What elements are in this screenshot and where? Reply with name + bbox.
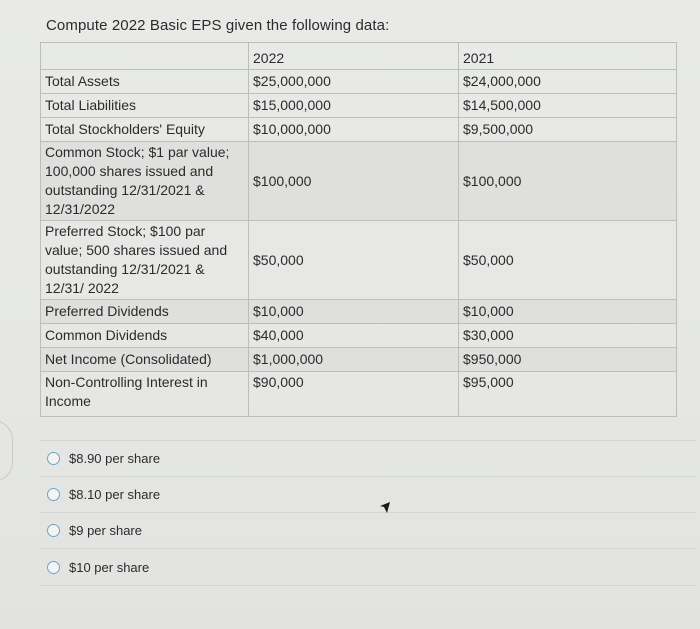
row-value-2022: $100,000 <box>249 142 459 221</box>
answer-options <box>40 440 696 586</box>
row-value-2022: $1,000,000 <box>249 348 459 372</box>
row-value-2021: $24,000,000 <box>459 70 677 94</box>
answer-option-4[interactable] <box>40 548 696 586</box>
option-label: $9 per share <box>69 523 142 538</box>
row-value-2021: $14,500,000 <box>459 94 677 118</box>
radio-button[interactable] <box>47 452 60 465</box>
row-value-2021: $10,000 <box>459 300 677 324</box>
row-value-2021: $50,000 <box>459 221 677 300</box>
row-label: Total Stockholders' Equity <box>41 118 249 142</box>
row-value-2022: $90,000 <box>249 372 459 417</box>
decorative-arc <box>0 420 13 482</box>
answer-option-1[interactable] <box>40 440 696 476</box>
row-value-2022: $10,000 <box>249 300 459 324</box>
row-label: Common Stock; $1 par value; 100,000 shares issued and outstanding 12/31/2021 & 12/31/2022 <box>41 142 249 221</box>
row-value-2022: $25,000,000 <box>249 70 459 94</box>
radio-button[interactable] <box>47 488 60 501</box>
header-blank-cell <box>41 43 249 70</box>
option-label: $8.10 per share <box>69 487 161 502</box>
row-label: Total Liabilities <box>41 94 249 118</box>
row-value-2022: $50,000 <box>249 221 459 300</box>
row-label: Preferred Stock; $100 par value; 500 shares issued and outstanding 12/31/2021 & 12/31/ 2022 <box>41 221 249 300</box>
row-label: Preferred Dividends <box>41 300 249 324</box>
row-value-2022: $15,000,000 <box>249 94 459 118</box>
answer-option-2[interactable] <box>40 476 696 512</box>
answer-option-3[interactable] <box>40 512 696 548</box>
option-label: $10 per share <box>69 559 150 575</box>
row-label: Total Assets <box>41 70 249 94</box>
data-table <box>40 42 677 417</box>
row-value-2021: $95,000 <box>459 372 677 417</box>
row-label: Non-Controlling Interest in Income <box>41 372 249 417</box>
row-value-2021: $950,000 <box>459 348 677 372</box>
row-value-2021: $100,000 <box>459 142 677 221</box>
question-text: Compute 2022 Basic EPS given the following data: <box>46 17 390 34</box>
option-label: $8.90 per share <box>69 451 161 466</box>
header-2022: 2022 <box>249 43 459 70</box>
radio-button[interactable] <box>47 561 60 574</box>
mouse-cursor-icon <box>378 500 392 514</box>
row-value-2022: $10,000,000 <box>249 118 459 142</box>
radio-button[interactable] <box>47 524 60 537</box>
row-value-2021: $9,500,000 <box>459 118 677 142</box>
header-2021: 2021 <box>459 43 677 70</box>
row-label: Common Dividends <box>41 324 249 348</box>
row-value-2021: $30,000 <box>459 324 677 348</box>
row-value-2022: $40,000 <box>249 324 459 348</box>
row-label: Net Income (Consolidated) <box>41 348 249 372</box>
